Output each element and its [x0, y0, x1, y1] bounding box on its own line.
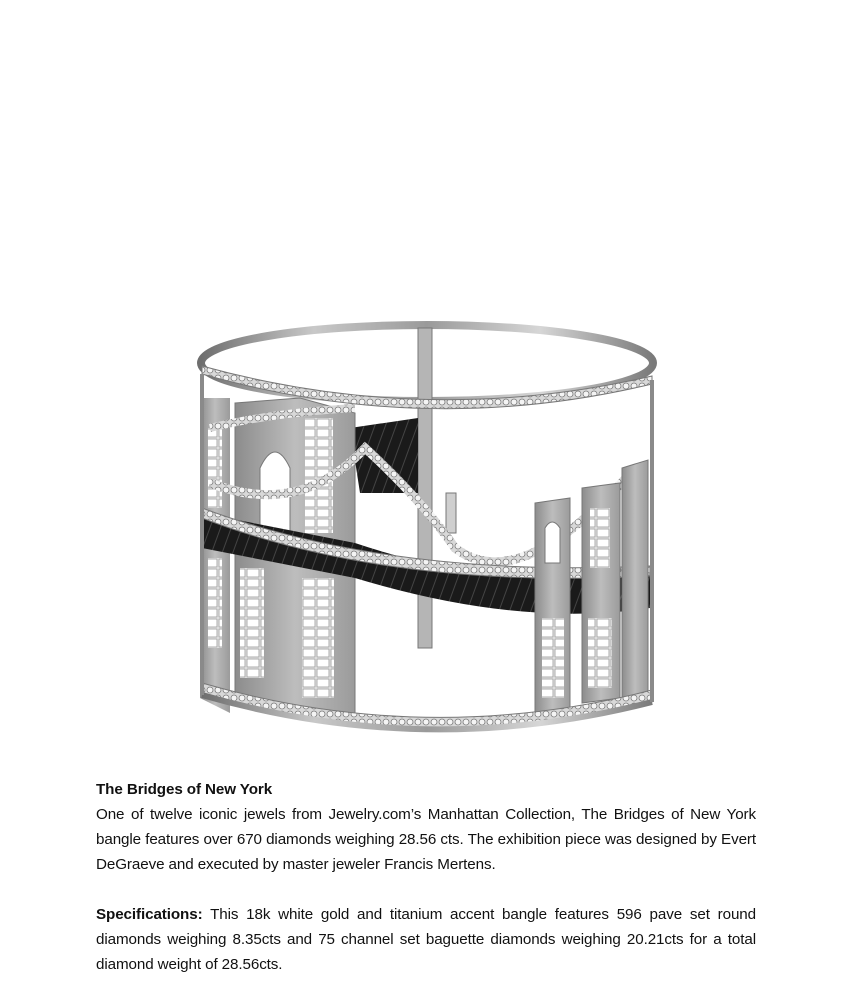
product-specifications [96, 902, 756, 977]
bangle-illustration [190, 318, 665, 738]
product-description [96, 777, 756, 977]
product-summary: One of twelve iconic jewels from Jewelry.com’s Manhattan Collection, The Bridges of New York bangle features over 670 diamonds weighing 28.56 cts. The exhibition piece was designed by Evert DeGraeve and executed by master jeweler Francis Mertens. [96, 806, 756, 873]
product-title: The Bridges of New York [96, 781, 273, 798]
specifications-text: This 18k white gold and titanium accent bangle features 596 pave set round diamonds weighing 8.35cts and 75 channel set baguette diamonds weighing 20.21cts for a total diamond weight of 28.56cts. [96, 906, 756, 973]
product-image [190, 318, 665, 738]
specifications-label: Specifications: [96, 906, 203, 923]
